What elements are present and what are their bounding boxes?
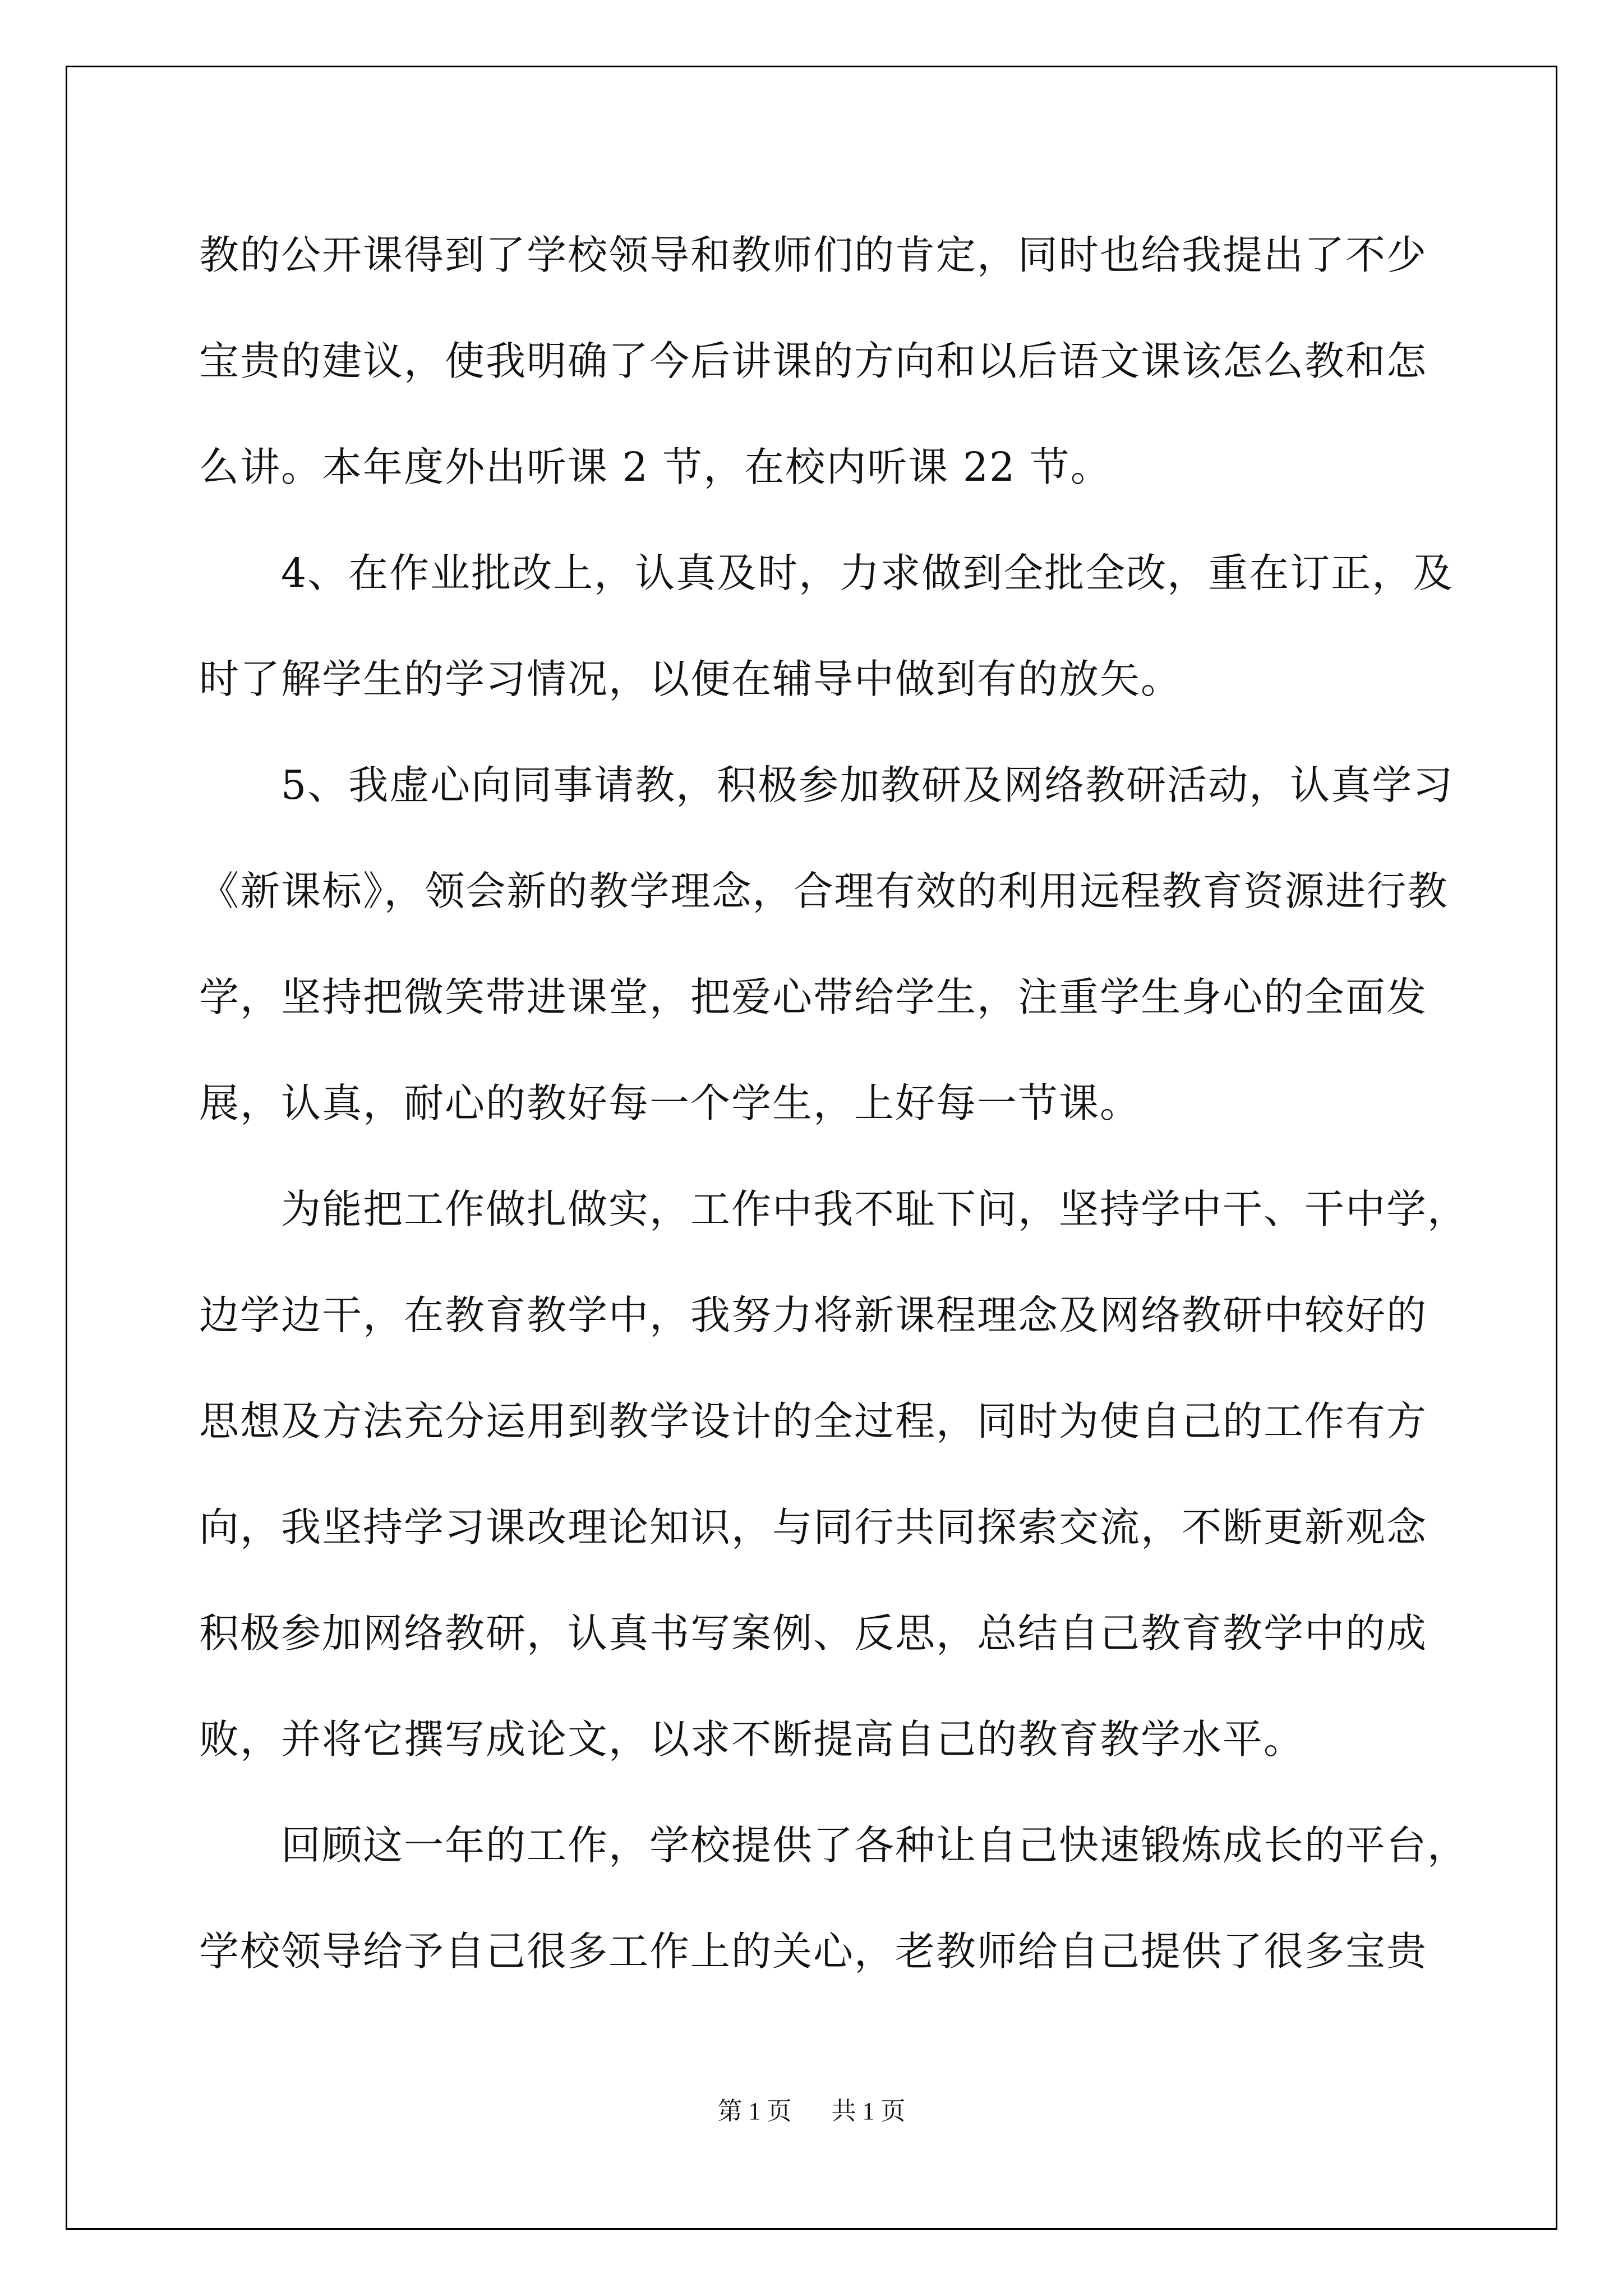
text-line: 《新课标》，领会新的教学理念，合理有效的利用远程教育资源进行教 <box>199 868 1449 914</box>
document-body <box>199 202 1469 2004</box>
text-line: 积极参加网络教研，认真书写案例、反思，总结自己教育教学中的成 <box>199 1610 1428 1657</box>
text-line: 5、我虚心向同事请教，积极参加教研及网络教研活动，认真学习 <box>281 762 1454 808</box>
text-line: 为能把工作做扎做实，工作中我不耻下问，坚持学中干、干中学， <box>281 1186 1469 1232</box>
page-total: 共 1 页 <box>831 2097 906 2125</box>
text-line: 回顾这一年的工作，学校提供了各种让自己快速锻炼成长的平台， <box>281 1822 1469 1869</box>
text-line: 思想及方法充分运用到教学设计的全过程，同时为使自己的工作有方 <box>199 1398 1428 1444</box>
text-line: 展，认真，耐心的教好每一个学生，上好每一节课。 <box>199 1080 1141 1126</box>
text-line: 么讲。本年度外出听课 2 节，在校内听课 22 节。 <box>199 444 1112 490</box>
text-line: 学，坚持把微笑带进课堂，把爱心带给学生，注重学生身心的全面发 <box>199 974 1428 1020</box>
text-line: 时了解学生的学习情况，以便在辅导中做到有的放矢。 <box>199 656 1182 702</box>
text-line: 宝贵的建议，使我明确了今后讲课的方向和以后语文课该怎么教和怎 <box>199 338 1428 384</box>
text-line: 边学边干，在教育教学中，我努力将新课程理念及网络教研中较好的 <box>199 1292 1428 1338</box>
text-line: 教的公开课得到了学校领导和教师们的肯定，同时也给我提出了不少 <box>199 232 1428 278</box>
page-number: 第 1 页 <box>717 2097 792 2125</box>
text-line: 4、在作业批改上，认真及时，力求做到全批全改，重在订正，及 <box>281 550 1454 596</box>
text-line: 学校领导给予自己很多工作上的关心，老教师给自己提供了很多宝贵 <box>199 1928 1428 1975</box>
page-footer <box>0 2091 1623 2127</box>
text-line: 向，我坚持学习课改理论知识，与同行共同探索交流，不断更新观念 <box>199 1504 1428 1550</box>
text-line: 败，并将它撰写成论文，以求不断提高自己的教育教学水平。 <box>199 1716 1305 1763</box>
